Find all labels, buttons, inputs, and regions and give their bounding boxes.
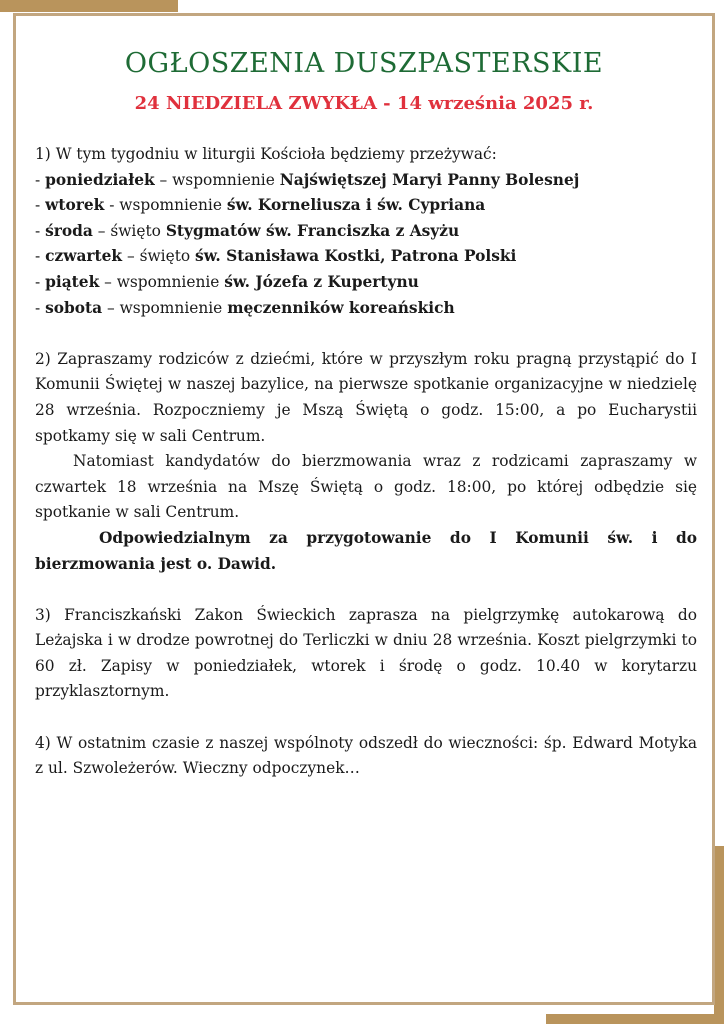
corner-decoration-bottom-right-horizontal: [546, 1014, 724, 1024]
weekday-item: - wtorek - wspomnienie św. Korneliusza i św. Cypriana: [35, 196, 486, 215]
weekday-name: sobota: [45, 298, 103, 317]
corner-decoration-bottom-right-vertical: [714, 846, 724, 1024]
section-2-paragraph: 2) Zapraszamy rodziców z dziećmi, które w przyszłym roku pragną przystąpić do I Komunii Świętej w naszej bazylice, na pierwsze spotkanie organizacyjne w niedzielę 28 września. Rozpoczniemy je Mszą Świętą o godz. 15:00, a po Eucharystii spotkamy się w sali Centrum.: [35, 349, 697, 445]
weekday-item: - piątek – wspomnienie św. Józefa z Kupertynu: [35, 272, 419, 291]
weekday-name: piątek: [45, 272, 100, 291]
feast-name: Najświętszej Maryi Panny Bolesnej: [279, 170, 580, 189]
feast-name: św. Józefa z Kupertynu: [224, 272, 419, 291]
page-subtitle: 24 NIEDZIELA ZWYKŁA - 14 września 2025 r.: [134, 93, 594, 114]
weekday-item: - czwartek – święto św. Stanisława Kostki, Patrona Polski: [35, 247, 517, 266]
weekday-separator: – wspomnienie: [102, 298, 228, 317]
weekday-separator: – święto: [122, 247, 196, 266]
paragraph-spacer: [35, 321, 697, 347]
weekday-item: - środa – święto Stygmatów św. Franciszka z Asyżu: [35, 221, 460, 240]
corner-decoration-top-left: [0, 0, 178, 12]
weekday-separator: – wspomnienie: [99, 272, 225, 291]
weekday-separator: - wspomnienie: [104, 196, 227, 215]
weekday-item: - poniedziałek – wspomnienie Najświętszej Maryi Panny Bolesnej: [35, 170, 580, 189]
paragraph-spacer: [35, 577, 697, 603]
weekday-item: - sobota – wspomnienie męczenników koreańskich: [35, 298, 455, 317]
section-3-paragraph: 3) Franciszkański Zakon Świeckich zaprasza na pielgrzymkę autokarową do Leżajska i w drodze powrotnej do Terliczki w dniu 28 września. Koszt pielgrzymki to 60 zł. Zapisy w poniedziałek, wtorek i środę o godz. 10.40 w korytarzu przyklasztornym.: [35, 605, 697, 701]
weekday-name: poniedziałek: [45, 170, 155, 189]
feast-name: św. Korneliusza i św. Cypriana: [226, 196, 486, 215]
weekday-name: wtorek: [45, 196, 105, 215]
weekday-name: środa: [45, 221, 93, 240]
section-2-confirmation-paragraph: Natomiast kandydatów do bierzmowania wraz z rodzicami zapraszamy w czwartek 18 września na Mszę Świętą o godz. 18:00, po której odbędzie się spotkanie w sali Centrum.: [35, 452, 697, 522]
weekday-separator: – święto: [92, 221, 166, 240]
section-4-paragraph: 4) W ostatnim czasie z naszej wspólnoty odszedł do wieczności: śp. Edward Motyka z ul. Szwoleżerów. Wieczny odpoczynek…: [35, 733, 697, 778]
paragraph-spacer: [35, 705, 697, 731]
feast-name: św. Stanisława Kostki, Patrona Polski: [195, 247, 517, 266]
page-title: OGŁOSZENIA DUSZPASTERSKIE: [124, 48, 604, 79]
section-2-responsible-note: [35, 526, 697, 577]
feast-name: męczenników koreańskich: [227, 298, 455, 317]
announcements-body: [35, 142, 697, 782]
responsible-note-text: Odpowiedzialnym za przygotowanie do I Komunii św. i do bierzmowania jest o. Dawid.: [35, 528, 697, 573]
announcement-page: [13, 13, 715, 1005]
section-1-intro: 1) W tym tygodniu w liturgii Kościoła będziemy przeżywać:: [35, 145, 497, 163]
feast-name: Stygmatów św. Franciszka z Asyżu: [165, 221, 460, 240]
weekday-name: czwartek: [45, 247, 123, 266]
weekday-separator: – wspomnienie: [154, 170, 280, 189]
